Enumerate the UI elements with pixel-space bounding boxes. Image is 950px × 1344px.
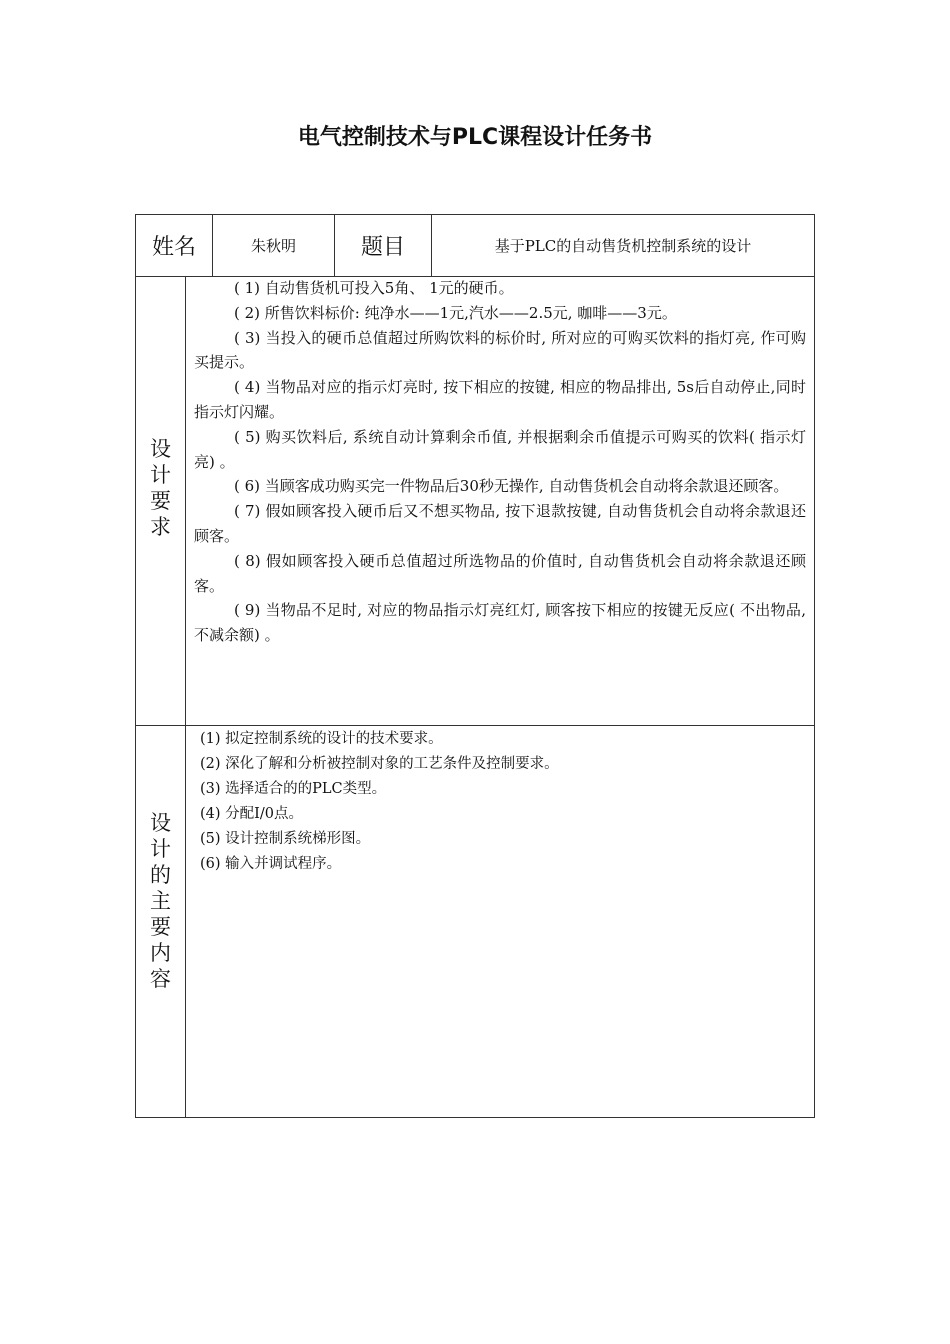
requirement-item: ( 4) 当物品对应的指示灯亮时, 按下相应的按键, 相应的物品排出, 5s后自动停止,同时指示灯闪耀。	[194, 378, 806, 421]
requirements-list	[194, 276, 806, 648]
requirement-item: ( 7) 假如顾客投入硬币后又不想买物品, 按下退款按键, 自动售货机会自动将余款退还顾客。	[194, 502, 806, 545]
main-content-item: (3) 选择适合的的PLC类型。	[200, 781, 387, 797]
main-content-item: (2) 深化了解和分析被控制对象的工艺条件及控制要求。	[200, 756, 559, 772]
main-content-item: (5) 设计控制系统梯形图。	[200, 831, 371, 847]
requirement-item: ( 2) 所售饮料标价: 纯净水——1元,汽水——2.5元, 咖啡——3元。	[234, 303, 677, 322]
main-content-section	[136, 725, 814, 1117]
requirements-label: 设计要求	[150, 436, 171, 539]
requirement-item: ( 1) 自动售货机可投入5角、 1元的硬币。	[234, 279, 514, 297]
requirement-item: ( 5) 购买饮料后, 系统自动计算剩余币值, 并根据剩余币值提示可购买的饮料( 指示灯亮) 。	[194, 427, 806, 471]
main-content-list	[200, 727, 812, 877]
topic-value: 基于PLC的自动售货机控制系统的设计	[494, 237, 752, 255]
requirement-item: ( 3) 当投入的硬币总值超过所购饮料的标价时, 所对应的可购买饮料的指灯亮, 作可购买提示。	[194, 328, 806, 372]
main-content-item: (4) 分配I/0点。	[200, 806, 303, 822]
header-row	[136, 215, 814, 277]
main-content-label: 设计的主要内容	[150, 811, 171, 991]
main-content-label-cell	[136, 725, 186, 1117]
name-label: 姓名	[136, 215, 213, 276]
main-content-item: (6) 输入并调试程序。	[200, 856, 342, 872]
topic-label: 题目	[335, 215, 432, 276]
name-value: 朱秋明	[213, 215, 335, 276]
page-title: 电气控制技术与PLC课程设计任务书	[297, 125, 653, 150]
requirement-item: ( 9) 当物品不足时, 对应的物品指示灯亮红灯, 顾客按下相应的按键无反应( 不出物品, 不减余额) 。	[194, 601, 806, 645]
requirements-section	[136, 276, 814, 726]
requirements-label-cell	[136, 276, 186, 725]
task-form-table	[135, 214, 815, 1118]
main-content-item: (1) 拟定控制系统的设计的技术要求。	[200, 731, 443, 747]
requirement-item: ( 6) 当顾客成功购买完一件物品后30秒无操作, 自动售货机会自动将余款退还顾客。	[234, 477, 789, 496]
requirement-item: ( 8) 假如顾客投入硬币总值超过所选物品的价值时, 自动售货机会自动将余款退还顾客。	[194, 551, 806, 595]
